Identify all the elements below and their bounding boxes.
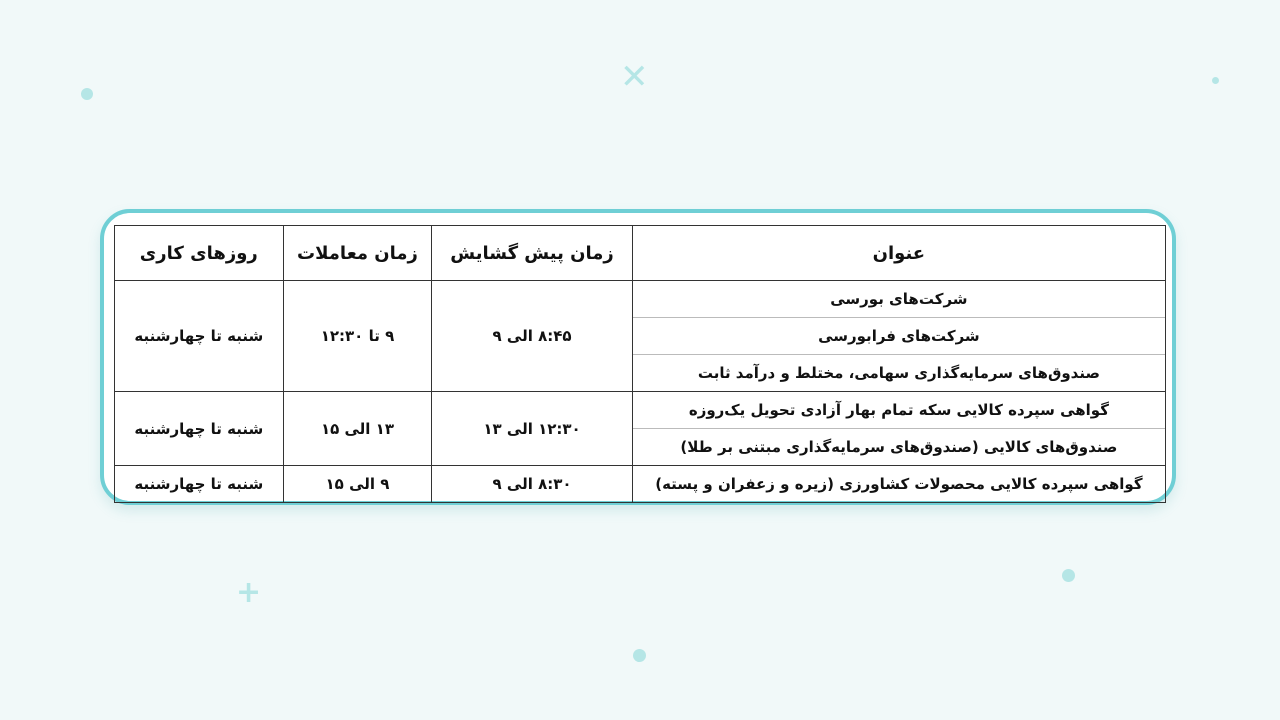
trading-cell: ۱۳ الی ۱۵ xyxy=(283,392,432,466)
decor-plus-icon: + xyxy=(236,575,262,610)
list-item: گواهی سپرده کالایی سکه تمام بهار آزادی تحویل یک‌روزه xyxy=(633,392,1165,429)
header-pre-opening: زمان پیش گشایش xyxy=(432,226,632,281)
row-items-cell xyxy=(632,281,1165,392)
decor-dot xyxy=(1212,77,1219,84)
trading-hours-table xyxy=(114,225,1166,503)
list-item: شرکت‌های فرابورسی xyxy=(633,318,1165,355)
days-cell: شنبه تا چهارشنبه xyxy=(115,281,284,392)
list-item: گواهی سپرده کالایی محصولات کشاورزی (زیره و زعفران و پسته) xyxy=(655,475,1143,493)
trading-cell: ۹ تا ۱۲:۳۰ xyxy=(283,281,432,392)
pre-opening-cell: ۸:۳۰ الی ۹ xyxy=(432,466,632,503)
decor-dot xyxy=(1062,569,1075,582)
row-items-cell xyxy=(632,392,1165,466)
days-cell: شنبه تا چهارشنبه xyxy=(115,392,284,466)
pre-opening-cell: ۸:۴۵ الی ۹ xyxy=(432,281,632,392)
header-title: عنوان xyxy=(632,226,1165,281)
table-card xyxy=(100,209,1176,505)
trading-cell: ۹ الی ۱۵ xyxy=(283,466,432,503)
list-item: صندوق‌های سرمایه‌گذاری سهامی، مختلط و درآمد ثابت xyxy=(697,364,1100,382)
decor-dot xyxy=(633,649,646,662)
table-header-row xyxy=(115,226,1166,281)
header-days: روزهای کاری xyxy=(115,226,284,281)
pre-opening-cell: ۱۲:۳۰ الی ۱۳ xyxy=(432,392,632,466)
table-row xyxy=(115,392,1166,466)
decor-x-icon: ✕ xyxy=(620,57,649,97)
list-item: شرکت‌های بورسی xyxy=(633,281,1165,318)
days-cell: شنبه تا چهارشنبه xyxy=(115,466,284,503)
list-item: صندوق‌های کالایی (صندوق‌های سرمایه‌گذاری مبتنی بر طلا) xyxy=(680,438,1118,456)
table-row xyxy=(115,466,1166,503)
row-items-cell xyxy=(632,466,1165,503)
header-trading: زمان معاملات xyxy=(283,226,432,281)
table-row xyxy=(115,281,1166,392)
decor-dot xyxy=(81,88,93,100)
